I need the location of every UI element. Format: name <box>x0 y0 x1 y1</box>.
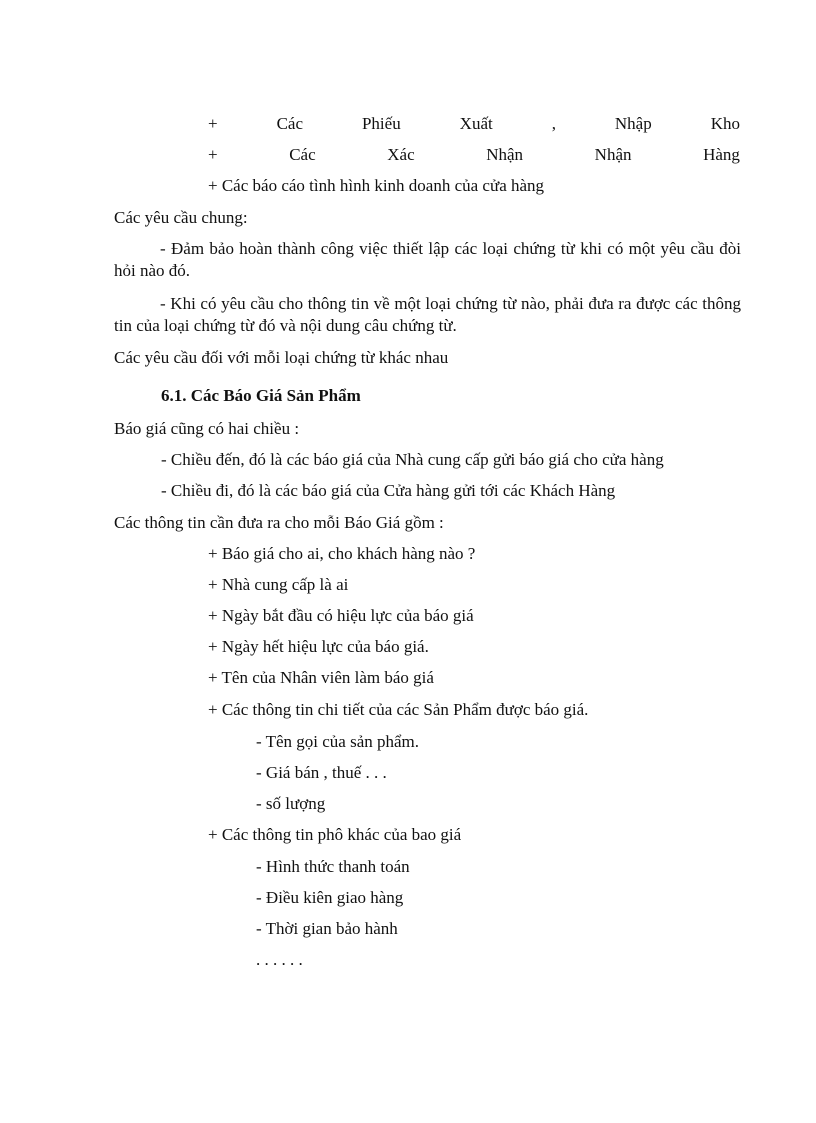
row-token: Kho <box>710 114 740 133</box>
row-token: Xuất <box>459 114 493 133</box>
row-token: Xác <box>387 145 415 164</box>
row-token: , <box>551 114 556 133</box>
info-item: + Ngày bắt đầu có hiệu lực của báo giá <box>208 606 474 625</box>
ellipsis-continuation: . . . . . . <box>256 950 303 969</box>
other-info-item: - Điều kiên giao hàng <box>256 888 404 907</box>
section-intro: Báo giá cũng có hai chiều : <box>114 419 300 438</box>
product-detail-item: - Giá bán , thuế . . . <box>256 763 387 782</box>
row-token: Nhập <box>614 114 652 133</box>
row-token: Phiếu <box>361 114 401 133</box>
other-info-item: - Thời gian bảo hành <box>256 919 398 938</box>
section-heading: 6.1. Các Báo Giá Sản Phẩm <box>161 386 361 405</box>
info-item: + Báo giá cho ai, cho khách hàng nào ? <box>208 544 476 563</box>
list-row-xac-nhan-nhan-hang <box>208 145 740 165</box>
list-row-phieu-xuat-nhap-kho <box>208 114 740 134</box>
other-info-item: - Hình thức thanh toán <box>256 857 410 876</box>
general-requirement-paragraph-2: - Khi có yêu cầu cho thông tin về một loại chứng từ nào, phải đưa ra được các thông tin của loại chứng từ đó và nội dung câu chứng từ. <box>114 294 741 335</box>
general-requirement-paragraph-1: - Đảm bảo hoàn thành công việc thiết lập các loại chứng từ khi có một yêu cầu đòi hỏi nào đó. <box>114 239 741 280</box>
other-info-title: + Các thông tin phô khác của bao giá <box>208 825 462 844</box>
direction-outgoing: - Chiều đi, đó là các báo giá của Cửa hàng gửi tới các Khách Hàng <box>161 481 616 500</box>
row-token: Các <box>289 145 316 164</box>
row-token: Nhận <box>594 145 632 164</box>
row-token: Các <box>276 114 303 133</box>
product-detail-item: - Tên gọi của sản phẩm. <box>256 732 420 751</box>
general-requirements-title: Các yêu cầu chung: <box>114 208 248 227</box>
row-token: + <box>208 145 218 164</box>
info-item: + Nhà cung cấp là ai <box>208 575 349 594</box>
info-list-title: Các thông tin cần đưa ra cho mỗi Báo Giá gồm : <box>114 513 444 532</box>
info-item: + Ngày hết hiệu lực của báo giá. <box>208 637 429 656</box>
direction-incoming: - Chiều đến, đó là các báo giá của Nhà cung cấp gửi báo giá cho cửa hàng <box>161 450 664 469</box>
info-item: + Các thông tin chi tiết của các Sản Phẩm được báo giá. <box>208 700 589 719</box>
row-token: + <box>208 114 218 133</box>
row-token: Nhận <box>486 145 524 164</box>
requirements-per-type: Các yêu cầu đối với mỗi loại chứng từ khác nhau <box>114 348 449 367</box>
row-token: Hàng <box>703 145 740 164</box>
info-item: + Tên của Nhân viên làm báo giá <box>208 668 434 687</box>
product-detail-item: - số lượng <box>256 794 326 813</box>
list-row-bao-cao: + Các báo cáo tình hình kinh doanh của cửa hàng <box>208 176 545 195</box>
